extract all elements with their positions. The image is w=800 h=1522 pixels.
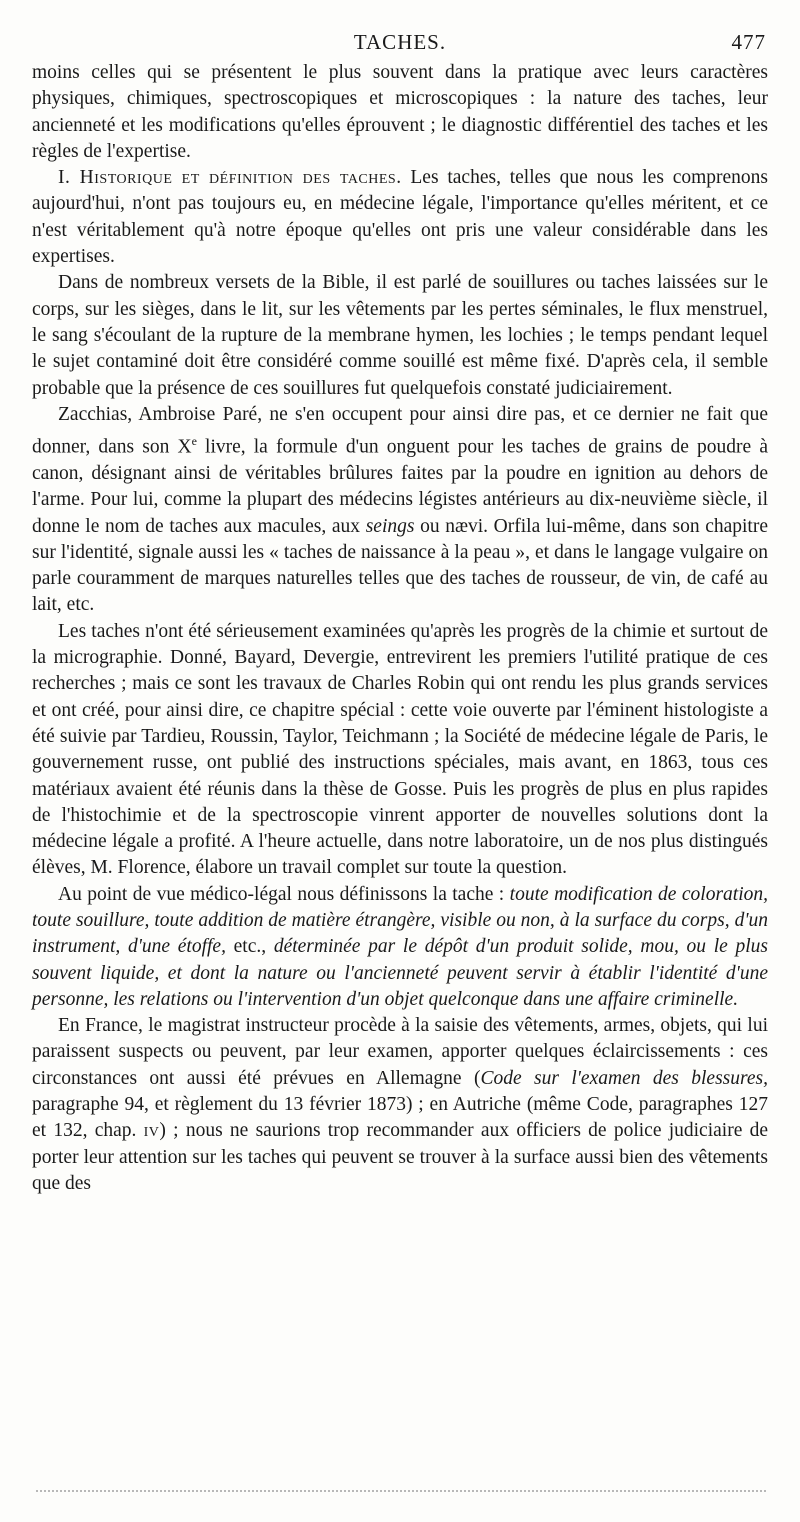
- paragraph-definition: [32, 882, 768, 1013]
- page-number: 477: [731, 30, 766, 54]
- paragraph-text: etc.,: [225, 936, 274, 958]
- paragraph-text: En France, le magistrat instructeur procède à la saisie des vêtements, armes, objets, qui lui paraissent suspects ou peuvent, par leur examen, apporter quelques éclaircissements : ces circonstances ont aussi été prévues en Allemagne (: [32, 1015, 768, 1089]
- bleed-through-rule: [36, 1490, 766, 1492]
- roman-numeral: iv: [143, 1120, 160, 1142]
- superscript: e: [191, 434, 197, 449]
- paragraph-text: Zacchias, Ambroise Paré, ne s'en occupent pour ainsi dire pas, et ce dernier ne fait que donner, dans son X: [32, 403, 768, 458]
- paragraph-text: Les taches, telles que nous les comprenons aujourd'hui, n'ont pas toujours eu, en médecine légale, l'importance qu'elles méritent, et ce n'est véritablement qu'à notre époque qu'elles ont pris une valeur considérable dans les expertises.: [32, 167, 769, 268]
- paragraph-text: paragraphe 94, et règlement du 13 février 1873) ; en Autriche (même Code, paragraphes 127 et 132, chap.: [32, 1094, 768, 1142]
- italic-term: seings: [365, 515, 415, 537]
- paragraph-continuation: moins celles qui se présentent le plus souvent dans la pratique avec leurs caractères physiques, chimiques, spectroscopiques et microscopiques : la nature des taches, leur ancienneté et les modifications qu'elles éprouvent ; le diagnostic différentiel des taches et les règles de l'expertise.: [32, 62, 768, 162]
- paragraph-france: [32, 1013, 768, 1197]
- paragraph-text: ) ; nous ne saurions trop recommander aux officiers de police judiciaire de porter leur attention sur les taches qui peuvent se trouver à la surface aussi bien des vêtements que des: [32, 1120, 769, 1194]
- book-page: [32, 30, 768, 1197]
- paragraph-section-historique: [32, 165, 768, 270]
- italic-definition: déterminée par le dépôt d'un produit solide, mou, ou le plus souvent liquide, et dont la nature ou l'ancienneté peuvent servir à établir l'identité d'une personne, les relations ou l'intervention d'un objet quelconque dans une affaire criminelle.: [32, 936, 768, 1010]
- section-heading: I. Historique et définition des taches.: [58, 167, 402, 189]
- paragraph-text: Au point de vue médico-légal nous définissons la tache :: [58, 883, 510, 905]
- italic-definition: toute modification de coloration, toute souillure, toute addition de matière étrangère, visible ou non, à la surface du corps, d'un instrument, d'une étoffe,: [32, 883, 769, 958]
- body-text: [32, 60, 768, 1197]
- paragraph-text: livre, la formule d'un onguent pour les taches de grains de poudre à canon, désignant ainsi de véritables brûlures faites par la poudre en ignition au dehors de l'arme. Pour lui, comme la plupart des médecins légistes antérieurs au dix-neuvième siècle, il donne le nom de taches aux macules, aux: [32, 436, 768, 537]
- paragraph-text: ou nævi. Orfila lui-même, dans son chapitre sur l'identité, signale aussi les « taches de naissance à la peau », et dans le langage vulgaire on parle couramment de marques naturelles telles que des taches de rousseur, de vin, de café au lait, etc.: [32, 515, 768, 616]
- paragraph-micrographie: Les taches n'ont été sérieusement examinées qu'après les progrès de la chimie et surtout de la micrographie. Donné, Bayard, Devergie, entrevirent les premiers l'utilité pratique de ces recherches ; mais ce sont les travaux de Charles Robin qui ont rendu les plus grands services et ont créé, pour ainsi dire, ce chapitre spécial : cette voie ouverte par l'éminent histologiste a été suivie par Tardieu, Roussin, Taylor, Teichmann ; la Société de médecine légale de Paris, le gouvernement russe, ont publié des instructions spéciales, mais avant, en 1863, tous ces matériaux avaient été réunis dans la thèse de Gosse. Puis les progrès de plus en plus rapides de l'histochimie et de la spectroscopie vinrent apporter de nouvelles solutions dont la médecine légale a profité. A l'heure actuelle, dans notre laboratoire, un de nos plus distingués élèves, M. Florence, élabore un travail complet sur toute la question.: [32, 620, 768, 879]
- italic-title: Code sur l'examen des blessures,: [480, 1067, 768, 1089]
- running-title: TACHES.: [353, 30, 447, 54]
- running-head: [32, 30, 768, 60]
- paragraph-bible: Dans de nombreux versets de la Bible, il est parlé de souillures ou taches laissées sur le corps, sur les sièges, dans le lit, sur les vêtements par les pertes séminales, le flux menstruel, le sang s'écoulant de la rupture de la membrane hymen, les lochies ; le temps pendant lequel le sujet contaminé doit être considéré comme souillé est même fixé. D'après cela, il semble probable que la présence de ces souillures fut quelquefois constaté judiciairement.: [32, 272, 768, 399]
- paragraph-zacchias: [32, 402, 768, 619]
